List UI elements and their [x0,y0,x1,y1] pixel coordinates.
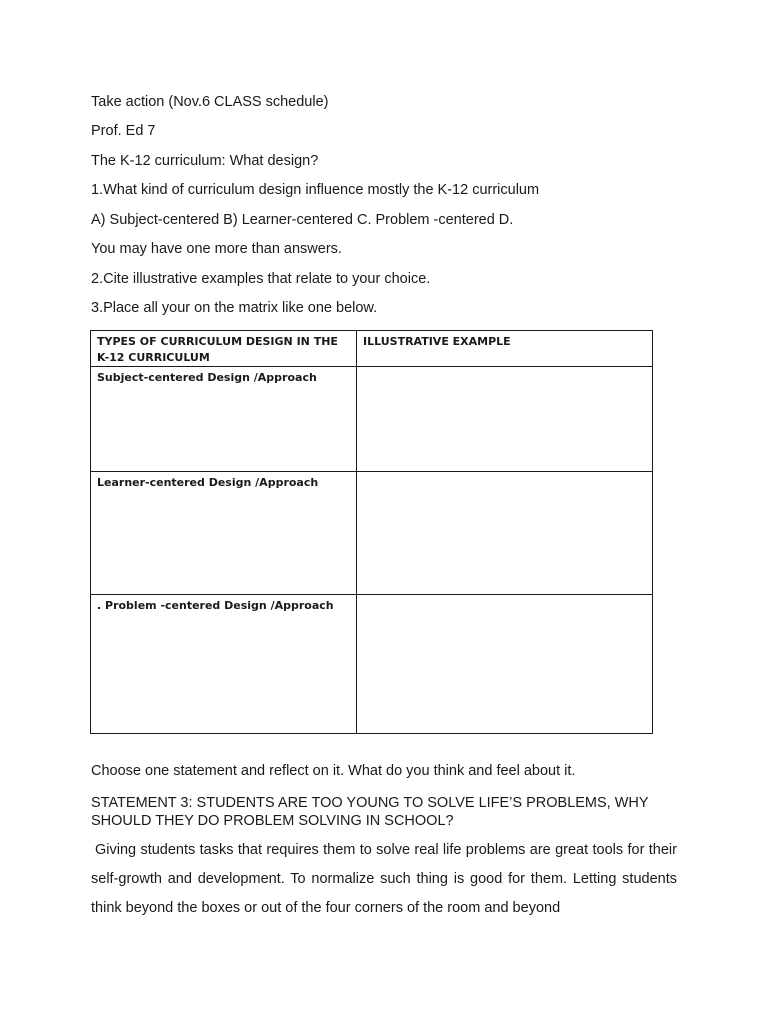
matrix-header-row [91,331,653,367]
matrix-header-example: ILLUSTRATIVE EXAMPLE [357,331,653,367]
question-1-note: You may have one more than answers. [91,241,342,257]
matrix-cell-example [357,472,653,595]
table-row [91,367,653,472]
question-1-choices: A) Subject-centered B) Learner-centered C. Problem -centered D. [91,212,514,228]
course-code: Prof. Ed 7 [91,123,156,139]
question-3: 3.Place all your on the matrix like one below. [91,300,378,316]
matrix-cell-design-type: Learner-centered Design /Approach [91,472,357,595]
question-1: 1.What kind of curriculum design influence mostly the K-12 curriculum [91,182,540,198]
reflection-answer: Giving students tasks that requires them to solve real life problems are great tools for their self-growth and development. To normalize such thing is good for them. Letting students think beyond the boxes or out of the four corners of the room and beyond [91,842,677,916]
reflection-prompt: Choose one statement and reflect on it. What do you think and feel about it. [91,763,576,779]
question-2: 2.Cite illustrative examples that relate to your choice. [91,271,431,287]
curriculum-design-matrix [90,330,653,734]
statement-3: STATEMENT 3: STUDENTS ARE TOO YOUNG TO SOLVE LIFE’S PROBLEMS, WHY SHOULD THEY DO PROBLEM SOLVING IN SCHOOL? [91,795,649,829]
activity-title: Take action (Nov.6 CLASS schedule) [91,94,329,110]
matrix-header-design-type: TYPES OF CURRICULUM DESIGN IN THE K-12 CURRICULUM [91,331,357,367]
matrix-cell-example [357,367,653,472]
matrix-cell-design-type: Subject-centered Design /Approach [91,367,357,472]
matrix-cell-design-type: . Problem -centered Design /Approach [91,595,357,734]
table-row [91,472,653,595]
table-row [91,595,653,734]
topic-heading: The K-12 curriculum: What design? [91,153,319,169]
matrix-cell-example [357,595,653,734]
